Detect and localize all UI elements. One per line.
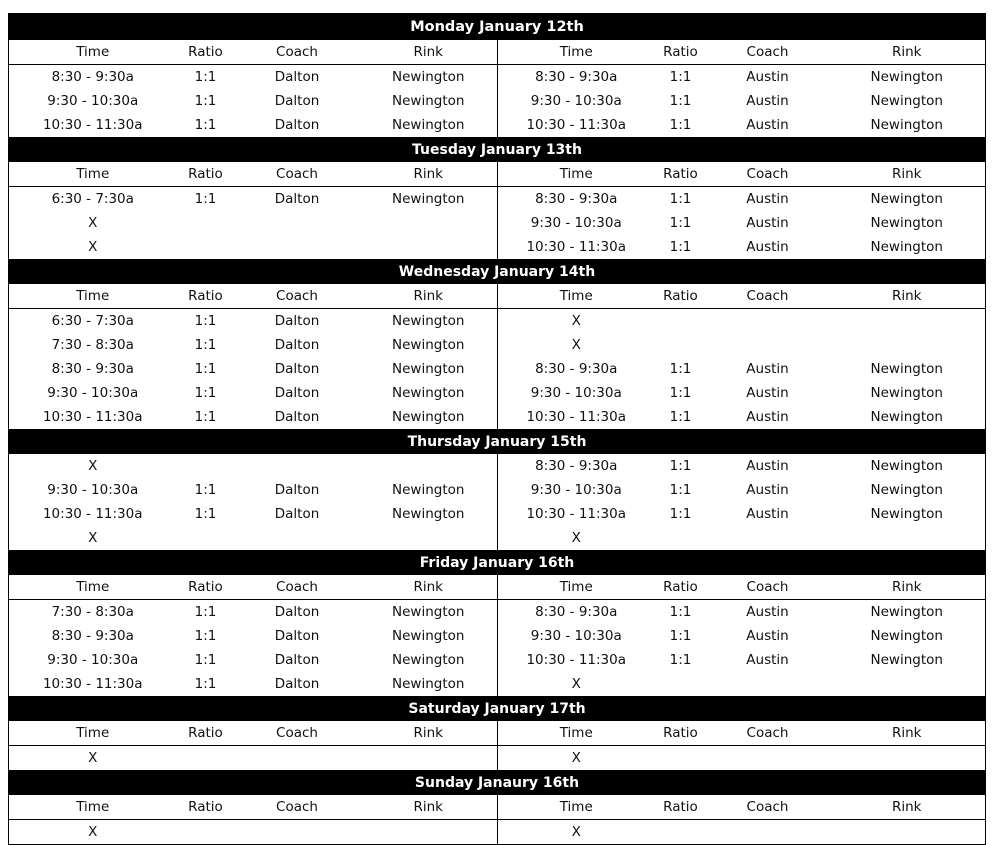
session-cell-ratio: 1:1 [669, 215, 692, 231]
column-header-time: Time [9, 721, 177, 746]
session-cell-rink: Newington [829, 187, 986, 212]
day-title: Tuesday January 13th [9, 138, 986, 163]
session-cell-time: X [9, 211, 177, 235]
session-cell-rink: Newington [829, 113, 986, 138]
session-cell-time: 10:30 - 11:30a [498, 113, 655, 138]
session-row [9, 600, 986, 625]
session-cell-coach: Dalton [274, 628, 320, 644]
column-header-row [9, 162, 986, 187]
session-cell-time: 10:30 - 11:30a [9, 502, 177, 526]
session-cell-coach [235, 235, 360, 260]
session-cell-rink [829, 333, 986, 357]
session-cell-coach: Austin [746, 482, 789, 498]
column-header-rink: Rink [360, 575, 498, 600]
session-cell-ratio [177, 454, 235, 478]
session-cell-time: 6:30 - 7:30a [9, 309, 177, 334]
session-cell-coach: Austin [746, 191, 789, 207]
session-cell-ratio [655, 526, 707, 551]
session-cell-time: X [498, 672, 655, 697]
session-cell-time: 8:30 - 9:30a [535, 458, 618, 474]
session-cell-time: X [9, 820, 177, 845]
session-cell-coach: Austin [707, 405, 829, 430]
session-cell-rink [360, 235, 498, 260]
session-row [9, 672, 986, 697]
column-header-coach: Coach [235, 162, 360, 187]
session-cell-coach [235, 211, 360, 235]
session-row [9, 405, 986, 430]
column-header-ratio: Ratio [655, 795, 707, 820]
session-cell-rink: Newington [360, 357, 498, 381]
session-cell-coach: Austin [746, 215, 789, 231]
session-cell-coach: Austin [746, 628, 789, 644]
session-cell-rink: Newington [360, 113, 498, 138]
session-cell-ratio: 1:1 [177, 113, 235, 138]
session-cell-ratio [177, 746, 235, 771]
column-header-rink: Rink [360, 162, 498, 187]
session-cell-time: X [498, 526, 655, 551]
session-row [9, 478, 986, 502]
column-header-coach: Coach [707, 284, 829, 309]
session-cell-coach: Dalton [274, 506, 320, 522]
session-cell-coach: Austin [746, 69, 789, 85]
session-row [9, 357, 986, 381]
column-header-coach: Coach [235, 40, 360, 65]
session-cell-rink: Newington [360, 672, 498, 697]
day-header-row [9, 13, 986, 40]
column-header-time: Time [9, 40, 177, 65]
session-cell-rink: Newington [360, 405, 498, 430]
session-cell-time: 6:30 - 7:30a [9, 187, 177, 212]
session-cell-rink: Newington [360, 89, 498, 113]
session-cell-coach: Austin [707, 235, 829, 260]
session-cell-time: 8:30 - 9:30a [535, 361, 618, 377]
session-row [9, 746, 986, 771]
session-cell-rink [360, 454, 498, 478]
column-header-time: Time [9, 162, 177, 187]
session-cell-ratio [655, 333, 707, 357]
session-cell-ratio: 1:1 [194, 69, 217, 85]
session-cell-time: 9:30 - 10:30a [9, 648, 177, 672]
session-row [9, 65, 986, 90]
session-cell-coach [707, 672, 829, 697]
session-cell-time: X [571, 337, 581, 353]
column-header-rink: Rink [829, 795, 986, 820]
session-cell-time: 9:30 - 10:30a [9, 381, 177, 405]
session-cell-time: 7:30 - 8:30a [9, 333, 177, 357]
session-cell-time: X [9, 235, 177, 260]
session-row [9, 333, 986, 357]
session-cell-ratio: 1:1 [194, 313, 217, 329]
session-cell-ratio: 1:1 [194, 506, 217, 522]
session-cell-rink: Newington [829, 381, 986, 405]
session-cell-coach [707, 526, 829, 551]
day-title: Wednesday January 14th [9, 260, 986, 285]
column-header-row [9, 575, 986, 600]
session-cell-ratio: 1:1 [669, 482, 692, 498]
session-cell-time: 10:30 - 11:30a [498, 405, 655, 430]
session-cell-time: 9:30 - 10:30a [530, 482, 622, 498]
session-cell-rink: Newington [829, 600, 986, 625]
day-header-row [9, 697, 986, 722]
column-header-time: Time [498, 575, 655, 600]
day-title: Thursday January 15th [9, 430, 986, 455]
column-header-rink: Rink [360, 284, 498, 309]
session-cell-coach [235, 746, 360, 771]
session-row [9, 526, 986, 551]
session-cell-time: X [571, 313, 581, 329]
session-cell-coach: Dalton [274, 385, 320, 401]
column-header-rink: Rink [829, 162, 986, 187]
session-cell-ratio: 1:1 [669, 361, 692, 377]
session-cell-coach [707, 333, 829, 357]
session-cell-ratio: 1:1 [194, 191, 217, 207]
session-cell-coach [235, 454, 360, 478]
session-cell-ratio: 1:1 [669, 69, 692, 85]
session-cell-ratio: 1:1 [194, 385, 217, 401]
session-cell-ratio [177, 526, 235, 551]
column-header-time: Time [9, 284, 177, 309]
session-cell-ratio [655, 746, 707, 771]
column-header-ratio: Ratio [655, 284, 707, 309]
session-cell-time: 10:30 - 11:30a [526, 652, 627, 668]
session-cell-coach [707, 746, 829, 771]
column-header-row [9, 795, 986, 820]
session-cell-ratio: 1:1 [669, 93, 692, 109]
day-header-row [9, 771, 986, 796]
session-cell-rink: Newington [360, 187, 498, 212]
session-cell-rink: Newington [829, 624, 986, 648]
session-cell-coach: Dalton [235, 405, 360, 430]
session-cell-ratio: 1:1 [655, 235, 707, 260]
session-cell-rink: Newington [360, 381, 498, 405]
column-header-rink: Rink [360, 721, 498, 746]
column-header-row [9, 721, 986, 746]
session-cell-rink: Newington [360, 648, 498, 672]
column-header-time: Time [9, 795, 177, 820]
session-cell-ratio: 1:1 [194, 652, 217, 668]
session-cell-rink: Newington [829, 357, 986, 381]
column-header-ratio: Ratio [655, 40, 707, 65]
session-cell-coach: Dalton [274, 191, 320, 207]
session-cell-ratio: 1:1 [655, 405, 707, 430]
session-cell-coach [707, 309, 829, 334]
session-cell-rink: Newington [829, 648, 986, 672]
session-cell-coach: Austin [746, 361, 789, 377]
column-header-rink: Rink [829, 284, 986, 309]
column-header-ratio: Ratio [655, 721, 707, 746]
column-header-ratio: Ratio [177, 162, 235, 187]
session-cell-rink [360, 211, 498, 235]
session-cell-rink: Newington [829, 235, 986, 260]
session-row [9, 113, 986, 138]
session-cell-time: 8:30 - 9:30a [9, 65, 177, 90]
session-cell-coach: Austin [746, 506, 789, 522]
session-cell-ratio: 1:1 [194, 482, 217, 498]
session-cell-coach: Austin [746, 385, 789, 401]
session-cell-ratio: 1:1 [177, 672, 235, 697]
column-header-rink: Rink [829, 40, 986, 65]
session-cell-time: X [9, 454, 177, 478]
column-header-time: Time [9, 575, 177, 600]
session-cell-time: 10:30 - 11:30a [9, 113, 177, 138]
session-row [9, 235, 986, 260]
day-header-row [9, 551, 986, 576]
column-header-row [9, 40, 986, 65]
day-header-row [9, 138, 986, 163]
column-header-coach: Coach [707, 40, 829, 65]
column-header-coach: Coach [707, 162, 829, 187]
session-cell-time: 9:30 - 10:30a [9, 89, 177, 113]
session-cell-rink [360, 526, 498, 551]
session-cell-ratio: 1:1 [669, 506, 692, 522]
session-cell-rink: Newington [829, 405, 986, 430]
session-cell-ratio: 1:1 [669, 458, 692, 474]
session-cell-ratio [177, 235, 235, 260]
session-cell-time: X [9, 526, 177, 551]
session-cell-rink [829, 672, 986, 697]
session-row [9, 187, 986, 212]
day-header-row [9, 430, 986, 455]
column-header-time: Time [498, 162, 655, 187]
session-cell-coach: Dalton [274, 361, 320, 377]
session-cell-ratio: 1:1 [669, 385, 692, 401]
session-cell-coach: Austin [746, 652, 789, 668]
session-cell-time: X [498, 746, 655, 771]
weekly-schedule-table [8, 13, 986, 845]
session-cell-time: 10:30 - 11:30a [498, 235, 655, 260]
session-cell-coach: Dalton [274, 482, 320, 498]
session-cell-ratio: 1:1 [669, 191, 692, 207]
session-cell-rink: Newington [360, 624, 498, 648]
session-cell-coach: Dalton [274, 69, 320, 85]
column-header-coach: Coach [707, 795, 829, 820]
session-cell-ratio: 1:1 [177, 405, 235, 430]
session-cell-time: X [498, 820, 655, 845]
session-cell-rink [829, 526, 986, 551]
day-title: Monday January 12th [9, 13, 986, 40]
session-cell-coach: Austin [746, 458, 789, 474]
day-title: Saturday January 17th [9, 697, 986, 722]
session-cell-coach: Dalton [274, 652, 320, 668]
column-header-time: Time [498, 40, 655, 65]
day-title: Friday January 16th [9, 551, 986, 576]
session-cell-rink: Newington [360, 502, 498, 526]
session-cell-time: 8:30 - 9:30a [9, 357, 177, 381]
session-cell-time: 9:30 - 10:30a [530, 215, 622, 231]
session-cell-ratio [177, 211, 235, 235]
column-header-coach: Coach [235, 721, 360, 746]
session-cell-time: 8:30 - 9:30a [535, 69, 618, 85]
column-header-rink: Rink [360, 795, 498, 820]
session-cell-coach: Dalton [274, 337, 320, 353]
session-cell-time: 9:30 - 10:30a [530, 385, 622, 401]
session-cell-rink: Newington [829, 65, 986, 90]
session-row [9, 502, 986, 526]
session-cell-ratio: 1:1 [194, 361, 217, 377]
session-row [9, 624, 986, 648]
session-cell-rink [829, 746, 986, 771]
column-header-coach: Coach [707, 575, 829, 600]
schedule-body [9, 13, 986, 845]
session-cell-ratio: 1:1 [669, 628, 692, 644]
session-cell-rink: Newington [829, 502, 986, 526]
session-row [9, 648, 986, 672]
session-cell-time: 8:30 - 9:30a [535, 604, 618, 620]
column-header-time: Time [498, 795, 655, 820]
session-row [9, 309, 986, 334]
session-cell-coach: Dalton [235, 672, 360, 697]
session-cell-ratio: 1:1 [194, 628, 217, 644]
column-header-time: Time [498, 721, 655, 746]
session-cell-time: 9:30 - 10:30a [9, 478, 177, 502]
session-cell-coach: Dalton [274, 313, 320, 329]
session-row [9, 211, 986, 235]
column-header-coach: Coach [235, 575, 360, 600]
session-cell-time: 8:30 - 9:30a [535, 191, 618, 207]
column-header-ratio: Ratio [177, 40, 235, 65]
session-cell-rink [829, 309, 986, 334]
session-cell-coach: Dalton [235, 113, 360, 138]
column-header-ratio: Ratio [655, 162, 707, 187]
session-cell-coach: Austin [746, 604, 789, 620]
session-cell-coach: Dalton [274, 604, 320, 620]
session-cell-coach [235, 526, 360, 551]
column-header-ratio: Ratio [177, 284, 235, 309]
session-cell-rink: Newington [829, 89, 986, 113]
session-cell-coach: Dalton [274, 93, 320, 109]
session-cell-time: 9:30 - 10:30a [530, 628, 622, 644]
session-cell-time: 8:30 - 9:30a [9, 624, 177, 648]
session-cell-ratio: 1:1 [194, 604, 217, 620]
column-header-rink: Rink [829, 721, 986, 746]
column-header-coach: Coach [707, 721, 829, 746]
session-cell-ratio [655, 672, 707, 697]
session-cell-ratio [655, 309, 707, 334]
session-cell-time: 7:30 - 8:30a [9, 600, 177, 625]
column-header-coach: Coach [235, 284, 360, 309]
column-header-row [9, 284, 986, 309]
session-cell-rink: Newington [360, 309, 498, 334]
column-header-ratio: Ratio [177, 795, 235, 820]
column-header-time: Time [498, 284, 655, 309]
column-header-ratio: Ratio [177, 721, 235, 746]
column-header-ratio: Ratio [177, 575, 235, 600]
session-cell-rink: Newington [829, 454, 986, 478]
column-header-ratio: Ratio [655, 575, 707, 600]
session-cell-ratio: 1:1 [194, 93, 217, 109]
session-cell-time: 10:30 - 11:30a [526, 506, 627, 522]
session-cell-rink [360, 746, 498, 771]
column-header-rink: Rink [360, 40, 498, 65]
session-row [9, 454, 986, 478]
session-row [9, 381, 986, 405]
session-cell-ratio: 1:1 [669, 604, 692, 620]
session-cell-rink: Newington [829, 211, 986, 235]
session-cell-time: 10:30 - 11:30a [9, 672, 177, 697]
day-header-row [9, 260, 986, 285]
day-title: Sunday Janaury 16th [9, 771, 986, 796]
session-cell-time: 9:30 - 10:30a [530, 93, 622, 109]
session-cell-rink: Newington [360, 65, 498, 90]
session-cell-coach: Austin [746, 93, 789, 109]
column-header-coach: Coach [235, 795, 360, 820]
session-cell-rink: Newington [360, 478, 498, 502]
session-cell-ratio: 1:1 [669, 652, 692, 668]
session-row [9, 89, 986, 113]
session-cell-coach: Austin [707, 113, 829, 138]
session-cell-rink: Newington [360, 600, 498, 625]
session-cell-time: 10:30 - 11:30a [9, 405, 177, 430]
session-cell-time: X [9, 746, 177, 771]
session-cell-ratio: 1:1 [194, 337, 217, 353]
session-cell-rink: Newington [360, 333, 498, 357]
session-cell-rink: Newington [829, 478, 986, 502]
column-header-rink: Rink [829, 575, 986, 600]
session-cell-ratio: 1:1 [655, 113, 707, 138]
